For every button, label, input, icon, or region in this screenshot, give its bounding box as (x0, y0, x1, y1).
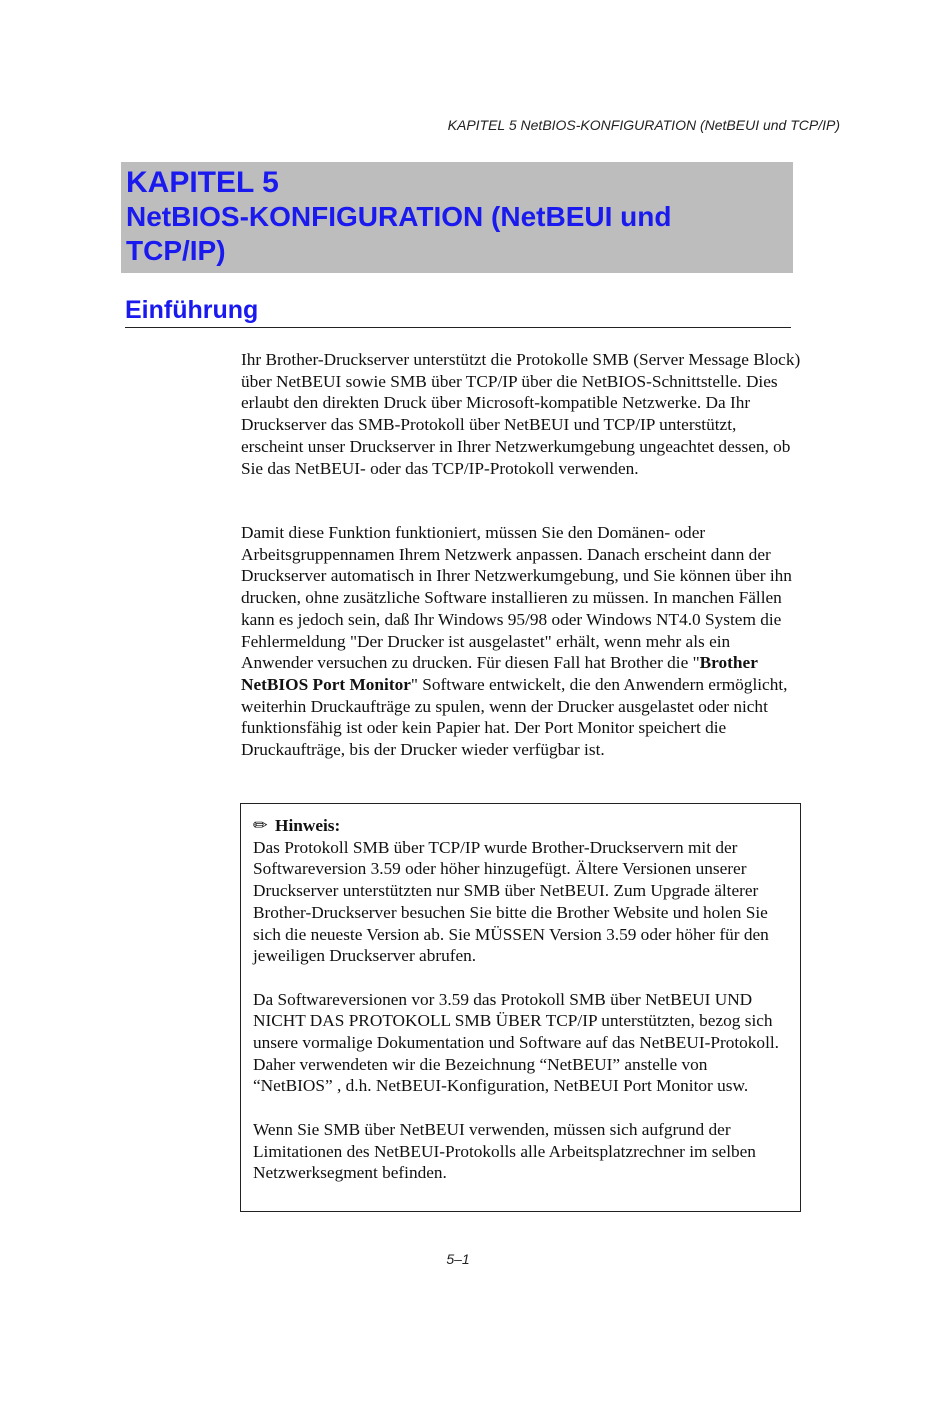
page-number: 5–1 (446, 1251, 470, 1267)
note-label: Hinweis: (275, 816, 341, 835)
running-header: KAPITEL 5 NetBIOS-KONFIGURATION (NetBEUI und TCP/IP) (447, 117, 840, 133)
intro-paragraph-2 (241, 522, 801, 761)
product-name-bold: Brother NetBIOS Port Monitor (241, 653, 758, 694)
intro-paragraph-1 (241, 349, 801, 479)
note-paragraph-1 (253, 815, 790, 967)
chapter-title-block (121, 162, 793, 273)
note-paragraph-2: Da Softwareversionen vor 3.59 das Protokoll SMB über NetBEUI UND NICHT DAS PROTOKOLL SMB ÜBER TCP/IP unterstützten, bezog sich unsere vormalige Dokumentation und Software auf das NetBEUI-Protokoll. Daher verwendeten wir die Bezeichnung “NetBEUI” anstelle von “NetBIOS” , d.h. NetBEUI-Konfiguration, NetBEUI Port Monitor usw. (253, 989, 779, 1096)
pencil-icon: ✏ (253, 816, 268, 835)
paragraph-text-part: " Software entwickelt, die den Anwendern ermöglicht, weiterhin Druckaufträge zu spulen, wenn der Drucker ausgelastet oder nicht funktionsfähig ist oder kein Papier hat. Der Port Monitor speichert die Druckaufträge, bis der Drucker wieder verfügbar ist. (241, 674, 788, 760)
note-paragraph-3: Wenn Sie SMB über NetBEUI verwenden, müssen sich aufgrund der Limitationen des NetBEUI-Protokolls alle Arbeitsplatzrechner im selben Netzwerksegment befinden. (253, 1119, 756, 1183)
note-box (240, 803, 801, 1212)
note-text: Das Protokoll SMB über TCP/IP wurde Brother-Druckservern mit der Softwareversion 3.59 oder höher hinzugefügt. Ältere Versionen unserer Druckserver unterstützten nur SMB über NetBEUI. Zum Upgrade älterer Brother-Druckserver besuchen Sie bitte die Brother Website und holen Sie sich die neueste Version ab. Sie MÜSSEN Version 3.59 oder höher für den jeweiligen Druckserver abrufen. (253, 837, 769, 966)
paragraph-text (241, 522, 801, 761)
chapter-title: NetBIOS-KONFIGURATION (NetBEUI und TCP/IP) (126, 201, 672, 266)
section-heading: Einführung (125, 295, 791, 328)
paragraph-text-part: Damit diese Funktion funktioniert, müssen Sie den Domänen- oder Arbeitsgruppennamen Ihrem Netzwerk anpassen. Danach erscheint dann der Druckserver automatisch in Ihrer Netzwerkumgebung, und Sie können über ihn drucken, ohne zusätzliche Software installieren zu müssen. In manchen Fällen kann es jedoch sein, daß Ihr Windows 95/98 oder Windows NT4.0 System die Fehlermeldung "Der Drucker ist ausgelastet" erhält, wenn mehr als ein Anwender versuchen zu drucken. Für diesen Fall hat Brother die " (241, 523, 792, 673)
note-label-line (253, 816, 340, 835)
chapter-number: KAPITEL 5 (126, 166, 279, 199)
paragraph-text: Ihr Brother-Druckserver unterstützt die Protokolle SMB (Server Message Block) über NetBEUI sowie SMB über TCP/IP über die NetBIOS-Schnittstelle. Dies erlaubt den direkten Druck über Microsoft-kompatible Netzwerke. Da Ihr Druckserver das SMB-Protokoll über NetBEUI und TCP/IP unterstützt, erscheint unser Druckserver in Ihrer Netzwerkumgebung ungeachtet dessen, ob Sie das NetBEUI- oder das TCP/IP-Protokoll verwenden. (241, 350, 801, 478)
